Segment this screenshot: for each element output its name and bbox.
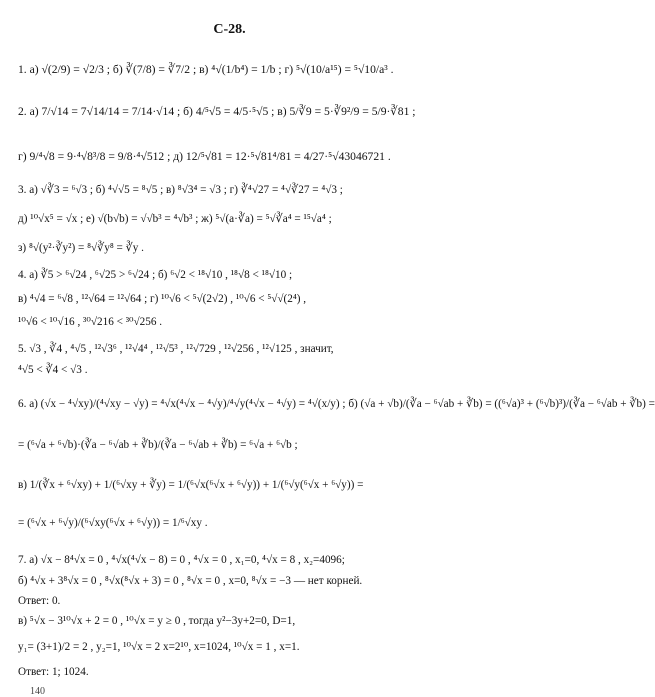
task-3-line-2: д) ¹⁰√x⁵ = √x ; е) √(b√b) = √√b³ = ⁴√b³ ; ж) ⁵√(a·∛a) = ⁵√∛a⁴ = ¹⁵√a⁴ ; <box>18 213 332 225</box>
page-title: С-28. <box>213 22 246 37</box>
task-6-line-3: в) 1/(∛x + ⁶√xy) + 1/(⁶√xy + ∛y) = 1/(⁶√x(⁶√x + ⁶√y)) + 1/(⁶√y(⁶√x + ⁶√y)) = <box>18 479 364 491</box>
task-2-line-1: 2. а) 7/√14 = 7√14/14 = 7/14·√14 ; б) 4/⁵√5 = 4/5·⁵√5 ; в) 5/∛9 = 5·∛9²/9 = 5/9·∛81 ; <box>18 105 416 118</box>
task-5-line-2: ⁴√5 < ∛4 < √3 . <box>18 364 88 376</box>
task-4-line-3: ¹⁰√6 < ¹⁰√16 , ³⁰√216 < ³⁰√256 . <box>18 316 163 328</box>
task-6-line-2: = (⁶√a + ⁶√b)·(∛a − ⁶√ab + ∛b)/(∛a − ⁶√ab + ∛b) = ⁶√a + ⁶√b ; <box>18 439 298 451</box>
task-5-line-1: 5. √3 , ∛4 , ⁴√5 , ¹²√3⁶ , ¹²√4⁴ , ¹²√5³ , ¹²√729 , ¹²√256 , ¹²√125 , значит, <box>18 343 334 355</box>
task-2-line-2: г) 9/⁴√8 = 9·⁴√8³/8 = 9/8·⁴√512 ; д) 12/⁵√81 = 12·⁵√81⁴/81 = 4/27·⁵√43046721 . <box>18 150 391 163</box>
task-3-line-1: 3. а) √∛3 = ⁶√3 ; б) ⁴√√5 = ⁸√5 ; в) ⁸√3⁴ = √3 ; г) ∛⁴√27 = ⁴√∛27 = ⁴√3 ; <box>18 184 343 196</box>
task-7-answer-2: Ответ: 1; 1024. <box>18 666 89 678</box>
page-number: 140 <box>30 686 45 697</box>
task-4-line-1: 4. а) ∛5 > ⁶√24 , ⁶√25 > ⁶√24 ; б) ⁶√2 < ¹⁸√10 , ¹⁸√8 < ¹⁸√10 ; <box>18 269 293 281</box>
task-7-line-4: y₁= (3+1)/2 = 2 , y₂=1, ¹⁰√x = 2 x=2¹⁰, x=1024, ¹⁰√x = 1 , x=1. <box>18 641 300 653</box>
task-7-line-3: в) ⁵√x − 3¹⁰√x + 2 = 0 , ¹⁰√x = y ≥ 0 , тогда y²−3y+2=0, D=1, <box>18 615 296 627</box>
task-1: 1. а) √(2/9) = √2/3 ; б) ∛(7/8) = ∛7/2 ; в) ⁴√(1/b⁴) = 1/b ; г) ⁵√(10/a¹⁵) = ⁵√10/a³ . <box>18 63 394 76</box>
task-7-line-1: 7. а) √x − 8⁴√x = 0 , ⁴√x(⁴√x − 8) = 0 , ⁴√x = 0 , x₁=0, ⁴√x = 8 , x₂=4096; <box>18 554 345 566</box>
task-6-line-1: 6. а) (√x − ⁴√xy)/(⁴√xy − √y) = ⁴√x(⁴√x − ⁴√y)/⁴√y(⁴√x − ⁴√y) = ⁴√(x/y) ; б) (√a + √b)/(∛a − ⁶√ab + ∛b) = ((⁶√a)³ + (⁶√b)³)/(∛a − ⁶√ab + ∛b) = <box>18 398 655 410</box>
task-3-line-3: з) ⁸√(y²·∛y²) = ⁸√∛y⁸ = ∛y . <box>18 242 144 254</box>
task-7-line-2: б) ⁴√x + 3⁸√x = 0 , ⁸√x(⁸√x + 3) = 0 , ⁸√x = 0 , x=0, ⁸√x = −3 — нет корней. <box>18 575 363 587</box>
task-7-answer-1: Ответ: 0. <box>18 595 61 607</box>
task-4-line-2: в) ⁴√4 = ⁶√8 , ¹²√64 = ¹²√64 ; г) ¹⁰√6 < ⁵√(2√2) , ¹⁰√6 < ⁵√√(2⁴) , <box>18 293 307 305</box>
task-6-line-4: = (⁶√x + ⁶√y)/(⁶√xy(⁶√x + ⁶√y)) = 1/⁶√xy . <box>18 517 208 529</box>
